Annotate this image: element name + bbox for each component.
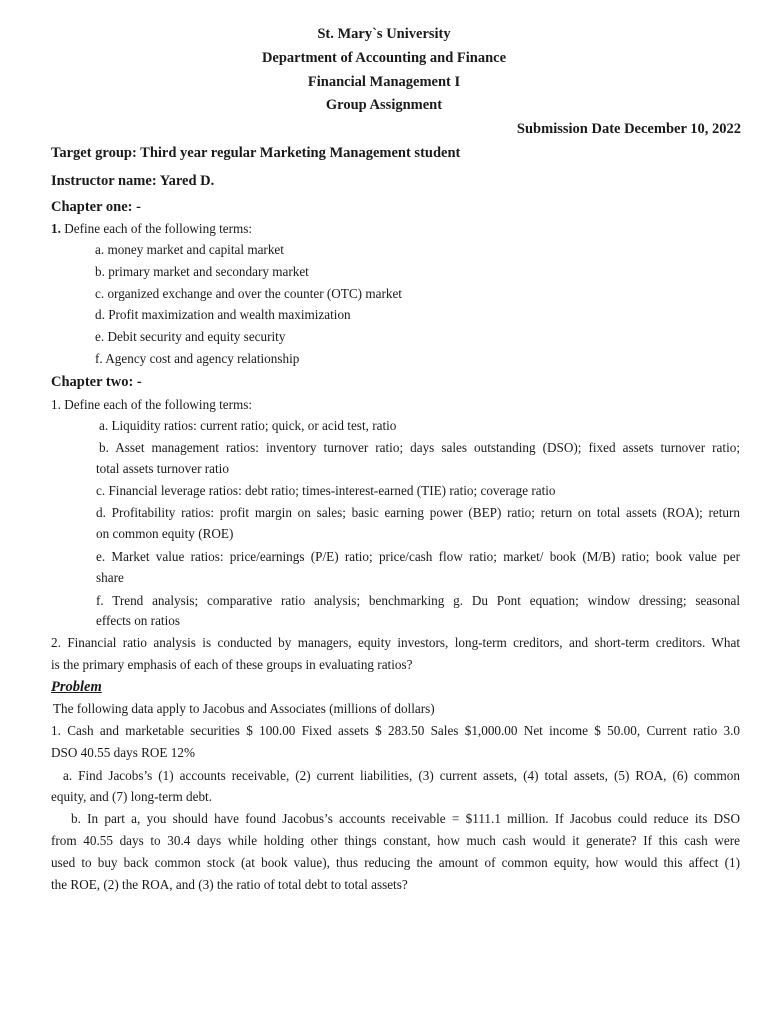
problem-part-b-continued: from 40.55 days to 30.4 days while holding other things constant, how much cash would it generate? If this cash were — [51, 833, 740, 848]
problem-intro: The following data apply to Jacobus and Associates (millions of dollars) — [53, 701, 435, 716]
problem-part-b: b. In part a, you should have found Jacobus’s accounts receivable = $111.1 million. If Jacobus could reduce its DSO — [71, 811, 740, 826]
problem-part-b-continued: used to buy back common stock (at book value), thus reducing the amount of common equity, how would this affect (1) — [51, 855, 740, 870]
problem-part-a: a. Find Jacobs’s (1) accounts receivable, (2) current liabilities, (3) current assets, (4) total assets, (5) ROA, (6) common — [63, 768, 740, 783]
problem-heading: Problem — [51, 679, 102, 695]
chapter-two-heading: Chapter two: - — [51, 374, 142, 390]
list-item-continued: on common equity (ROE) — [96, 526, 234, 541]
chapter-one-heading: Chapter one: - — [51, 199, 141, 215]
instructor-name: Instructor name: Yared D. — [51, 173, 215, 189]
target-group: Target group: Third year regular Marketing Management student — [51, 145, 461, 161]
question-text: Define each of the following terms: — [60, 221, 253, 236]
list-item: e. Debit security and equity security — [95, 329, 286, 344]
submission-date: Submission Date December 10, 2022 — [516, 121, 741, 137]
list-item: b. Asset management ratios: inventory turnover ratio; days sales outstanding (DSO); fixed assets turnover ratio; — [99, 440, 740, 455]
list-item: a. Liquidity ratios: current ratio; quick, or acid test, ratio — [99, 418, 397, 433]
question-number: 1. — [51, 221, 61, 236]
chapter-one-question — [51, 220, 252, 238]
list-item: c. organized exchange and over the counter (OTC) market — [95, 286, 402, 301]
problem-part-a-continued: equity, and (7) long-term debt. — [51, 789, 213, 804]
chapter-two-question-1: 1. Define each of the following terms: — [51, 397, 253, 412]
problem-part-b-continued: the ROE, (2) the ROA, and (3) the ratio of total debt to total assets? — [51, 877, 408, 892]
department-name: Department of Accounting and Finance — [261, 50, 507, 66]
list-item: d. Profit maximization and wealth maximization — [95, 307, 351, 322]
list-item: a. money market and capital market — [95, 242, 284, 257]
list-item: d. Profitability ratios: profit margin on sales; basic earning power (BEP) ratio; return on total assets (ROA); return — [96, 505, 740, 520]
list-item: c. Financial leverage ratios: debt ratio; times-interest-earned (TIE) ratio; coverage ratio — [96, 483, 556, 498]
question-continued: is the primary emphasis of each of these groups in evaluating ratios? — [51, 657, 413, 672]
university-name: St. Mary`s University — [317, 26, 451, 42]
course-title: Financial Management I — [307, 74, 461, 90]
problem-data: 1. Cash and marketable securities $ 100.00 Fixed assets $ 283.50 Sales $1,000.00 Net income $ 50.00, Current ratio 3.0 — [51, 723, 740, 738]
assignment-title: Group Assignment — [325, 97, 443, 113]
list-item: b. primary market and secondary market — [95, 264, 309, 279]
list-item-continued: share — [96, 570, 124, 585]
list-item-continued: effects on ratios — [96, 613, 180, 628]
list-item: e. Market value ratios: price/earnings (P/E) ratio; price/cash flow ratio; market/ book (M/B) ratio; book value per — [96, 549, 740, 564]
list-item-continued: total assets turnover ratio — [96, 461, 229, 476]
list-item: f. Agency cost and agency relationship — [95, 351, 300, 366]
chapter-two-question-2: 2. Financial ratio analysis is conducted by managers, equity investors, long-term creditors, and short-term creditors. What — [51, 635, 740, 650]
list-item: f. Trend analysis; comparative ratio analysis; benchmarking g. Du Pont equation; window dressing; seasonal — [96, 593, 740, 608]
problem-data-continued: DSO 40.55 days ROE 12% — [51, 745, 195, 760]
